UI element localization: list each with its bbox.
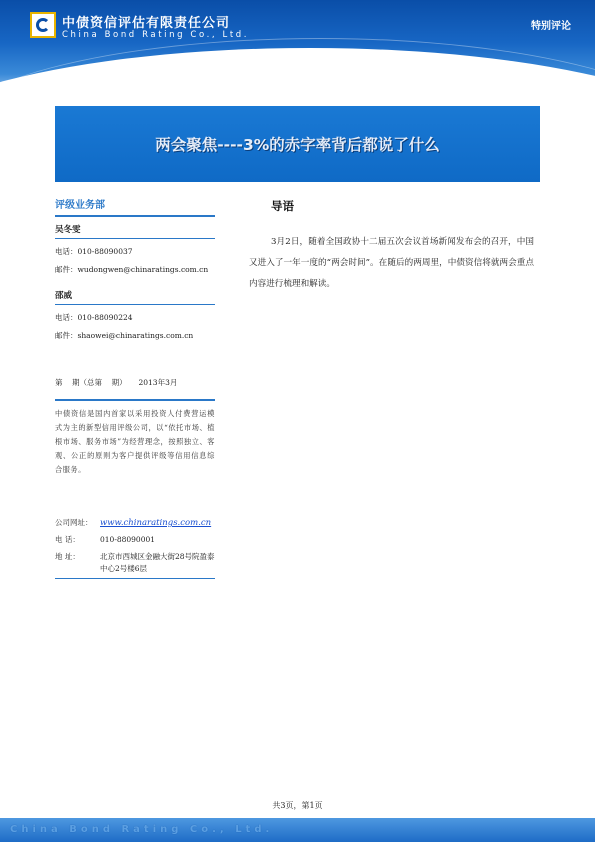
contact-block (55, 517, 215, 580)
website-link[interactable]: www.chinaratings.com.cn (100, 518, 212, 528)
company-phone: 010-88090001 (100, 535, 156, 544)
company-name-cn: 中债资信评估有限责任公司 (62, 16, 231, 31)
analyst-name: 吴冬雯 (55, 223, 215, 239)
report-category: 特别评论 (531, 21, 571, 32)
company-name-en: China Bond Rating Co., Ltd. (62, 30, 250, 40)
page-header (0, 0, 595, 95)
analyst-email[interactable]: 邮件：shaowei@chinaratings.com.cn (55, 331, 194, 340)
intro-paragraph: 3月2日，随着全国政协十二届五次会议首场新闻发布会的召开，中国又进入了一年一度的“两会时间”。在随后的两周里，中债资信将就两会重点内容进行梳理和解读。 (249, 237, 534, 289)
website-label: 公司网址： (55, 518, 93, 527)
company-logo-icon (30, 12, 56, 38)
analyst-name: 邵威 (55, 289, 215, 305)
title-banner (55, 106, 540, 182)
company-about: 中债资信是国内首家以采用投资人付费营运模式为主的新型信用评级公司，以“依托市场、植根市场、服务市场”为经营理念，按照独立、客观、公正的原则为客户提供评级等信用信息综合服务。 (55, 409, 215, 474)
divider (55, 399, 215, 401)
analyst-card (55, 289, 215, 341)
phone-label: 电 话： (55, 535, 80, 544)
divider (55, 578, 215, 579)
department-name: 评级业务部 (55, 196, 215, 217)
report-title: 两会聚焦----3%的赤字率背后都说了什么 (155, 136, 440, 154)
footer-company-en: China Bond Rating Co., Ltd. (10, 824, 274, 835)
section-heading: 导语 (271, 199, 294, 213)
footer-bar (0, 818, 595, 842)
analyst-email[interactable]: 邮件：wudongwen@chinaratings.com.cn (55, 265, 209, 274)
company-address: 北京市西城区金融大街28号院盈泰中心2号楼6层 (100, 552, 215, 573)
analyst-phone: 电话：010-88090224 (55, 313, 133, 322)
sidebar (55, 196, 215, 341)
issue-info: 第 期（总第 期） 2013年3月 (55, 378, 178, 387)
analyst-card (55, 223, 215, 275)
analyst-phone: 电话：010-88090037 (55, 247, 133, 256)
page-number: 共3页，第1页 (272, 801, 323, 810)
address-label: 地 址： (55, 552, 80, 561)
